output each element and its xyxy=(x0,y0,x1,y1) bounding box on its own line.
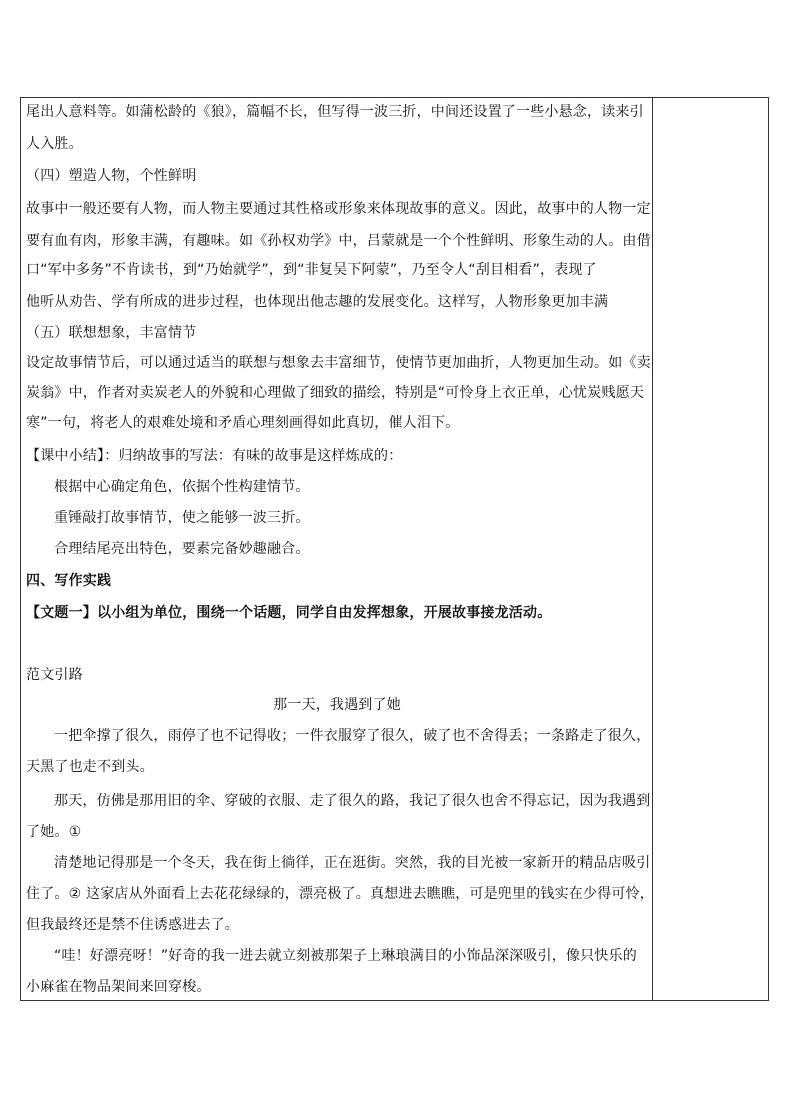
essay-line: 了她。① xyxy=(26,824,82,840)
essay-line: 天黑了也走不到头。 xyxy=(26,759,154,775)
sample-label: 范文引路 xyxy=(26,667,83,683)
text-line: 人入胜。 xyxy=(26,136,83,152)
essay-line: 住了。② 这家店从外面看上去花花绿绿的，漂亮极了。真想进去瞧瞧，可是兜里的钱实在少得可怜， xyxy=(26,886,654,902)
essay-line: “哇！好漂亮呀！”好奇的我一进去就立刻被那架子上琳琅满目的小饰品深深吸引，像只快乐的 xyxy=(54,948,637,964)
document-table xyxy=(20,97,769,1001)
column-divider xyxy=(652,98,653,1000)
essay-line: 小麻雀在物品架间来回穿梭。 xyxy=(26,979,211,995)
text-line: 要有血有肉，形象丰满，有趣味。如《孙权劝学》中，吕蒙就是一个个性鲜明、形象生动的人。由借 xyxy=(26,233,651,249)
text-line: 故事中一般还要有人物，而人物主要通过其性格或形象来体现故事的意义。因此，故事中的人物一定 xyxy=(26,201,651,217)
summary-item: 根据中心确定角色，依据个性构建情节。 xyxy=(54,479,310,495)
text-line: 炭翁》中，作者对卖炭老人的外貌和心理做了细致的描绘，特别是“可怜身上衣正单，心忧炭贱愿天 xyxy=(26,385,645,401)
text-line: 寒”一句，将老人的艰难处境和矛盾心理刻画得如此真切，催人泪下。 xyxy=(26,415,460,431)
prompt-one: 【文题一】以小组为单位，围绕一个话题，同学自由发挥想象，开展故事接龙活动。 xyxy=(26,605,552,621)
summary-item: 重锤敲打故事情节，使之能够一波三折。 xyxy=(54,510,310,526)
section-heading-practice: 四、写作实践 xyxy=(26,573,112,589)
text-line: 他听从劝告、学有所成的进步过程，也体现出他志趣的发展变化。这样写，人物形象更加丰满 xyxy=(26,294,609,310)
summary-heading: 【课中小结】：归纳故事的写法：有味的故事是这样炼成的： xyxy=(26,448,403,464)
essay-line: 清楚地记得那是一个冬天，我在街上徜徉，正在逛街。突然，我的目光被一家新开的精品店吸引 xyxy=(54,855,651,871)
text-line: 口“军中多务”不肯读书，到“乃始就学”，到“非复吴下阿蒙”，乃至令人“刮目相看”，表现了 xyxy=(26,262,597,278)
text-line: 尾出人意料等。如蒲松龄的《狼》，篇幅不长，但写得一波三折，中间还设置了一些小悬念，读来引 xyxy=(26,104,644,120)
summary-item: 合理结尾亮出特色，要素完备妙趣融合。 xyxy=(54,541,310,557)
essay-title: 那一天，我遇到了她 xyxy=(273,697,401,713)
essay-line: 那天，仿佛是那用旧的伞、穿破的衣服、走了很久的路，我记了很久也舍不得忘记，因为我遇到 xyxy=(54,793,651,809)
section-heading: （五）联想想象，丰富情节 xyxy=(26,325,197,341)
text-line: 设定故事情节后，可以通过适当的联想与想象去丰富细节，使情节更加曲折，人物更加生动。如《卖 xyxy=(26,355,651,371)
essay-line: 但我最终还是禁不住诱惑进去了。 xyxy=(26,917,239,933)
essay-line: 一把伞撑了很久，雨停了也不记得收；一件衣服穿了很久，破了也不舍得丢；一条路走了很久， xyxy=(54,728,651,744)
section-heading: （四）塑造人物，个性鲜明 xyxy=(26,168,197,184)
